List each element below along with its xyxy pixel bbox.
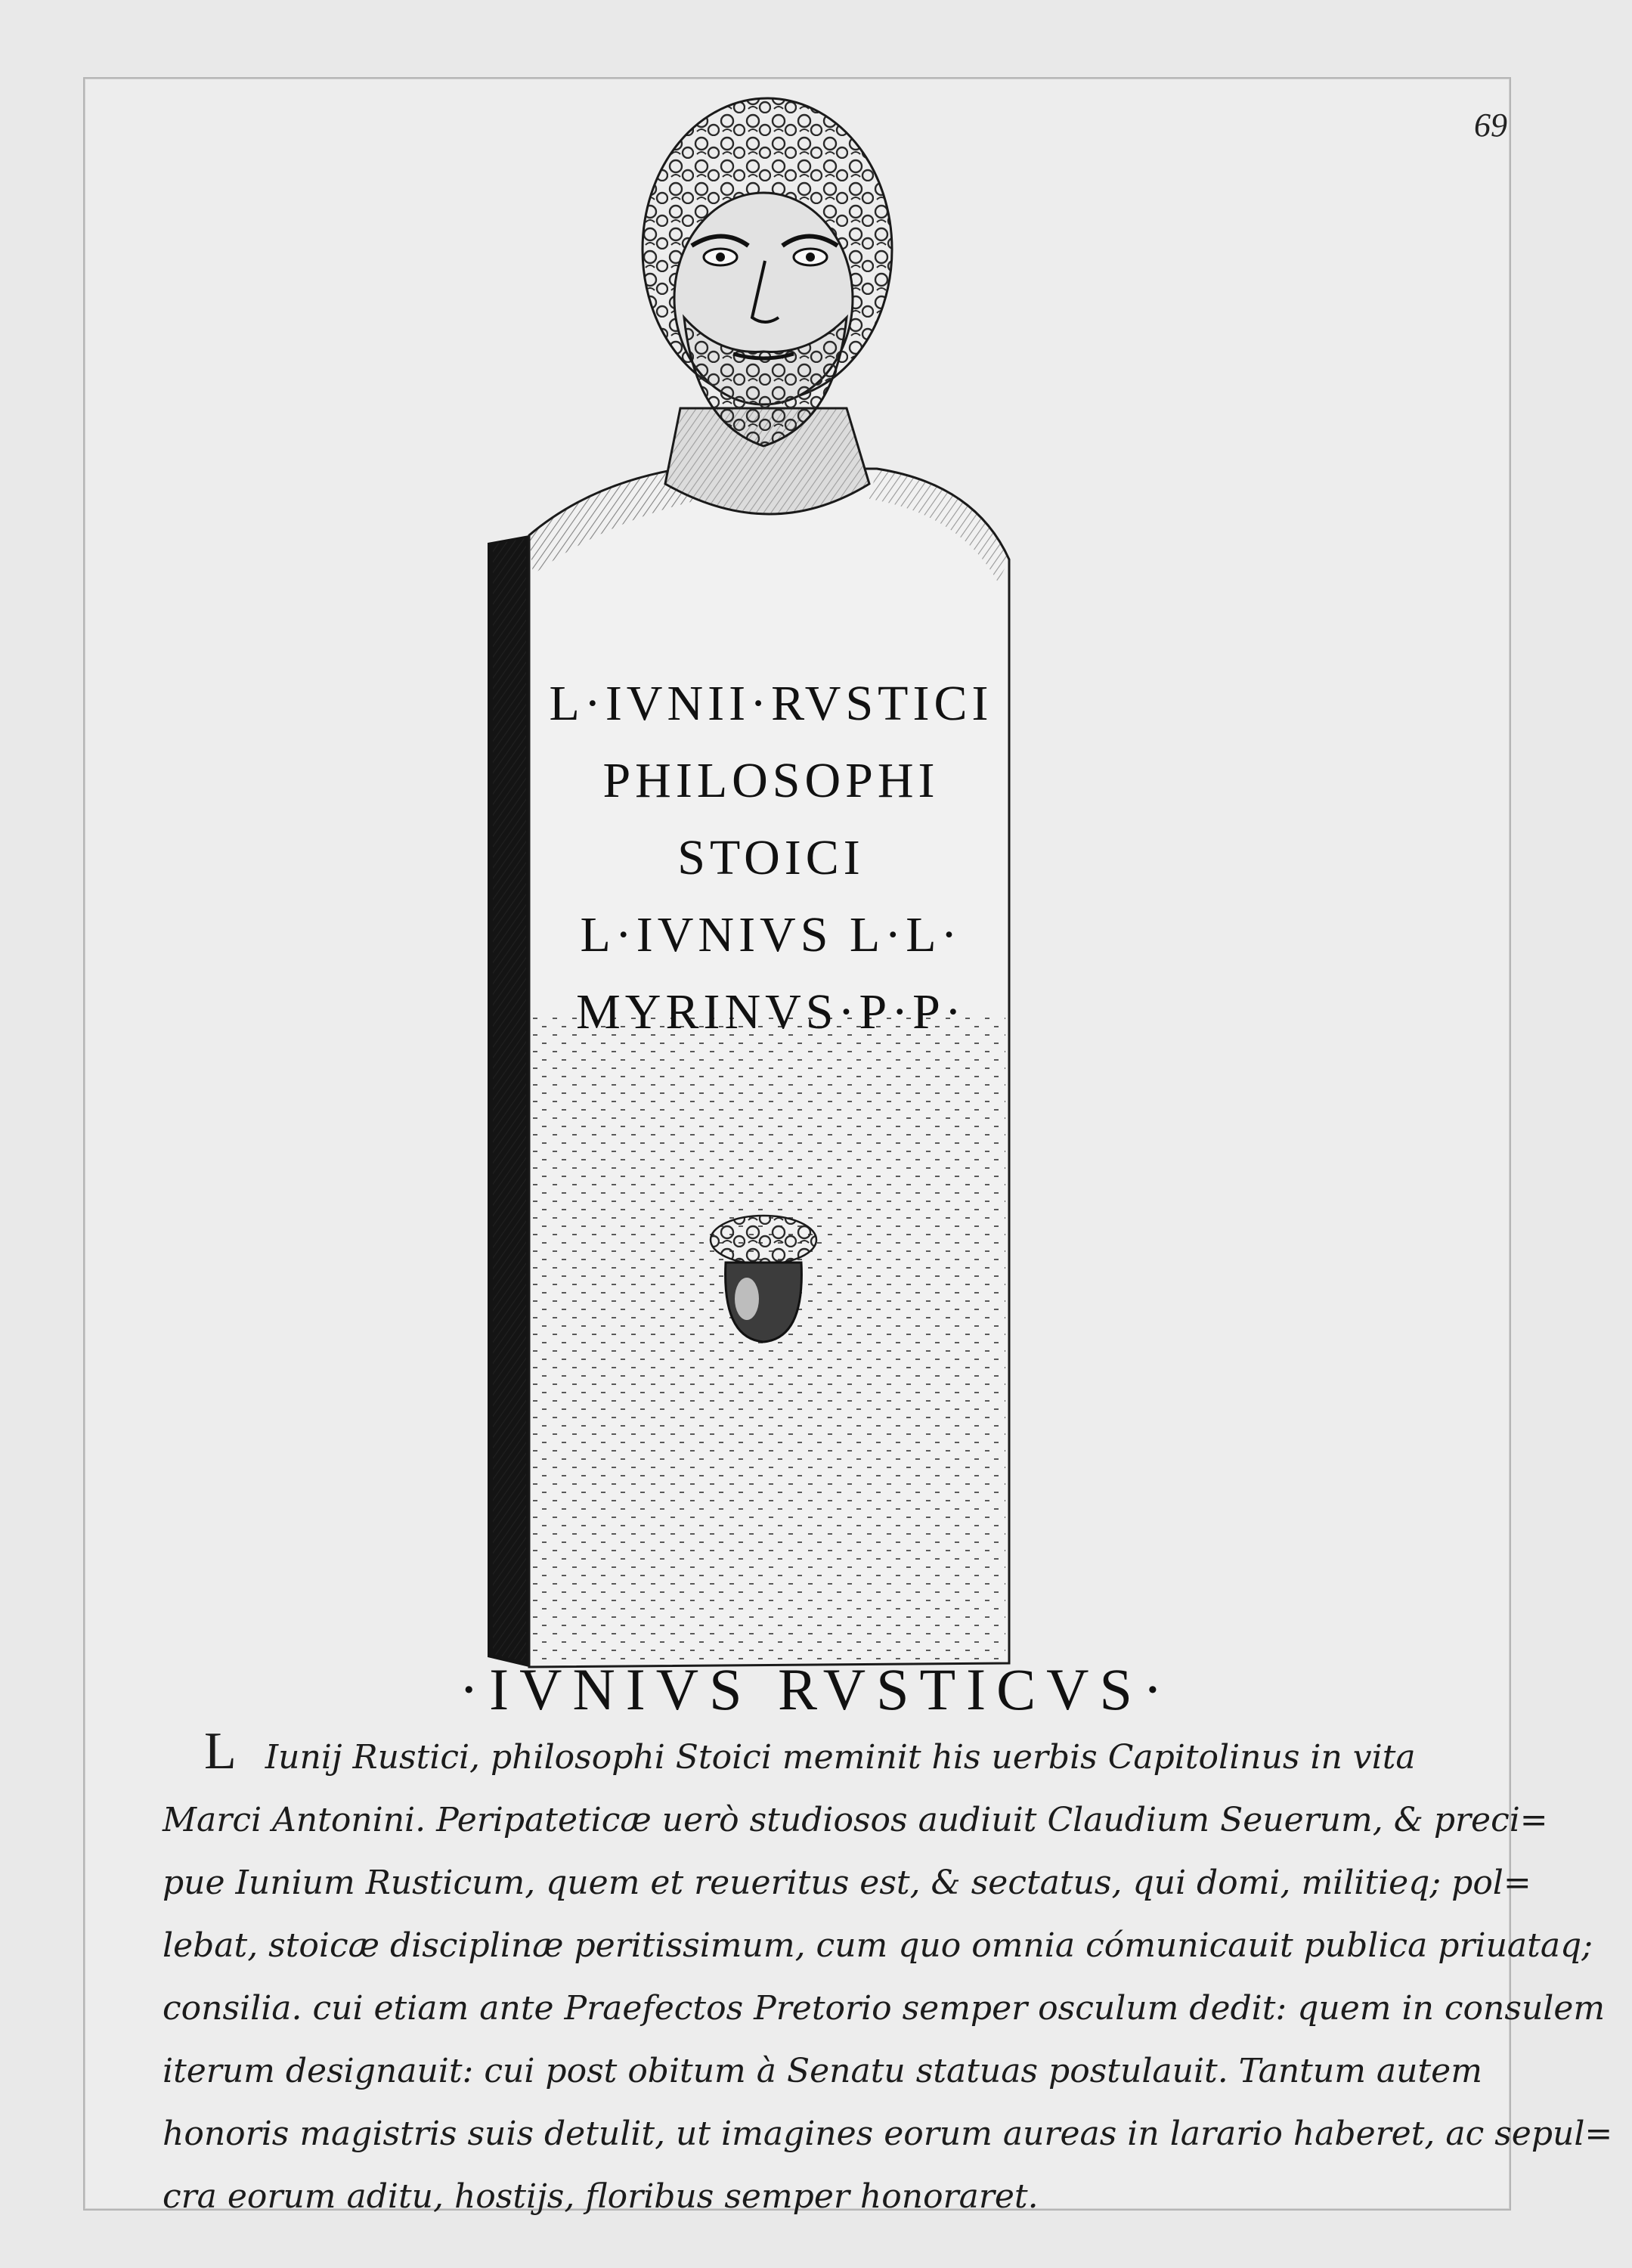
caption-line: pue Iunium Rusticum, quem et reueritus est, & sectatus, qui domi, militieq; pol= — [163, 1864, 1531, 1902]
inscription-line: STOICI — [677, 830, 865, 885]
drop-initial: L — [204, 1722, 237, 1780]
caption-line — [163, 1720, 1485, 1789]
caption-body — [163, 1720, 1613, 2228]
inscription-line: MYRINVS·P·P· — [576, 984, 966, 1040]
caption-line-text: Iunij Rustici, philosophi Stoici meminit his uerbis Capitolinus in vita — [265, 1738, 1416, 1777]
caption-line: honoris magistris suis detulit, ut imagines eorum aureas in larario haberet, ac sepul= — [163, 2115, 1613, 2153]
caption-line: lebat, stoicæ disciplinæ peritissimum, cum quo omnia cómunicauit publica priuataq; — [163, 1926, 1593, 1965]
caption-line: cra eorum aditu, hostijs, floribus semper honoraret. — [163, 2177, 1039, 2216]
inscription-line: PHILOSOPHI — [602, 753, 940, 808]
inscription-line: L·IVNIVS L·L· — [580, 907, 962, 962]
inscription-line: L·IVNII·RVSTICI — [549, 676, 993, 731]
pillar-front — [529, 469, 1009, 1667]
caption-line: Marci Antonini. Peripateticæ uerò studiosos audiuit Claudium Seuerum, & preci= — [163, 1801, 1548, 1839]
page-number: 69 — [1474, 107, 1507, 144]
caption-line: iterum designauit: cui post obitum à Senatu statuas postulauit. Tantum autem — [163, 2052, 1482, 2090]
pillar-side — [488, 535, 529, 1667]
pillar-inscription — [529, 665, 1013, 1051]
bust-head — [643, 98, 892, 446]
caption-title: ·IVNIVS RVSTICVS· — [459, 1656, 1173, 1722]
caption-line: consilia. cui etiam ante Praefectos Pretorio semper osculum dedit: quem in consulem — [163, 1989, 1606, 2028]
